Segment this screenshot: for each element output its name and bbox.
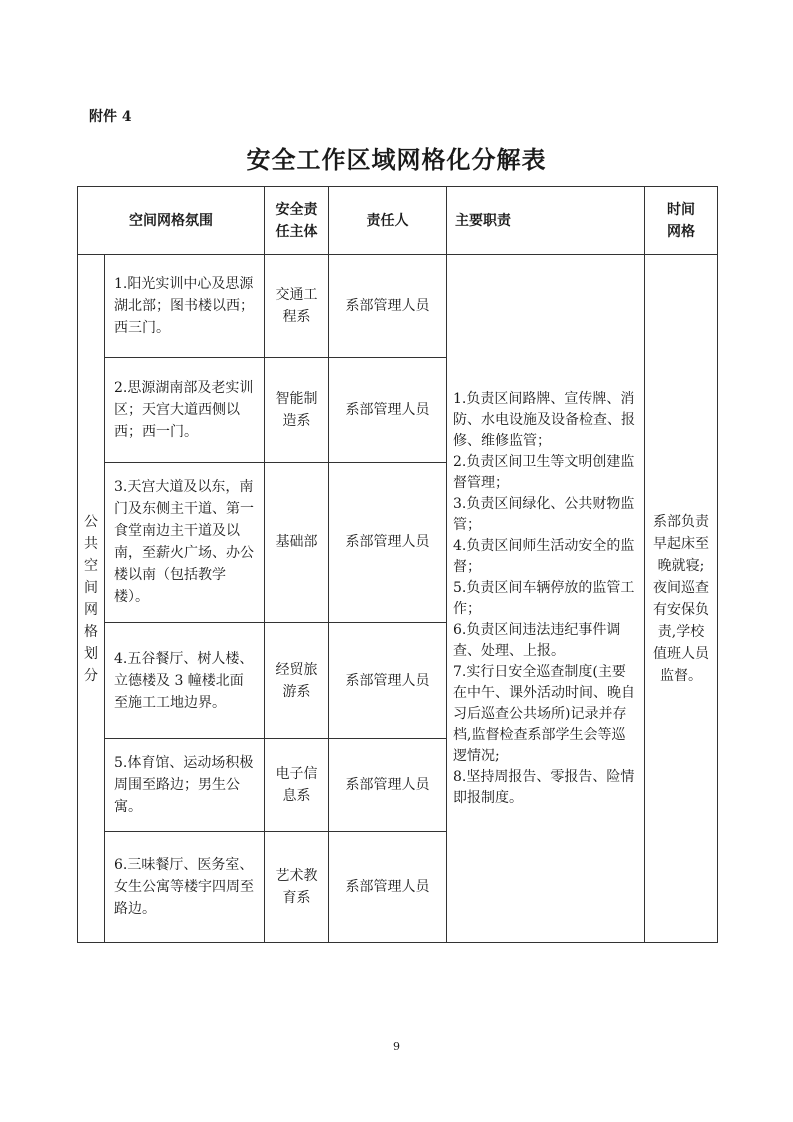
attachment-label: 附件 4 (89, 109, 132, 125)
duty-item: 8.坚持周报告、零报告、险情即报制度。 (453, 768, 635, 806)
category-char: 分 (84, 667, 98, 684)
duty-item: 6.负责区间违法违纪事件调查、处理、上报。 (453, 621, 621, 659)
category-char: 格 (84, 623, 98, 640)
subject-cell: 基础部 (265, 462, 329, 622)
subject-cell: 交通工程系 (265, 255, 329, 358)
time-grid-cell: 系部负责早起床至晚就寝;夜间巡查有安保负责,学校值班人员监督。 (645, 255, 718, 943)
category-char: 公 (84, 513, 98, 530)
subject-cell: 电子信息系 (265, 739, 329, 831)
duty-item: 2.负责区间卫生等文明创建监督管理； (453, 453, 635, 491)
header-area: 空间网格氛围 (78, 187, 265, 255)
subject-cell: 智能制造系 (265, 358, 329, 462)
duty-item: 4.负责区间师生活动安全的监督； (453, 537, 635, 575)
duties-cell (447, 255, 645, 943)
category-char: 间 (84, 579, 98, 596)
person-cell: 系部管理人员 (329, 358, 447, 462)
category-char: 共 (84, 535, 98, 552)
duty-item: 1.负责区间路牌、宣传牌、消防、水电设施及设备检查、报修、维修监管； (453, 390, 635, 449)
area-cell: 6.三味餐厅、医务室、女生公寓等楼宇四周至路边。 (105, 831, 265, 942)
area-cell: 2.思源湖南部及老实训区；天宫大道西侧以西；西一门。 (105, 358, 265, 462)
duty-item: 3.负责区间绿化、公共财物监管； (453, 495, 635, 533)
person-cell: 系部管理人员 (329, 831, 447, 942)
category-cell (78, 255, 105, 943)
category-char: 划 (84, 645, 98, 662)
header-time: 时间网格 (645, 187, 718, 255)
person-cell: 系部管理人员 (329, 739, 447, 831)
table-row (78, 255, 718, 358)
header-person: 责任人 (329, 187, 447, 255)
category-char: 网 (84, 601, 98, 618)
person-cell: 系部管理人员 (329, 255, 447, 358)
subject-cell: 经贸旅游系 (265, 623, 329, 739)
area-cell: 5.体育馆、运动场积极周围至路边；男生公寓。 (105, 739, 265, 831)
header-duties: 主要职责 (447, 187, 645, 255)
header-row (78, 187, 718, 255)
document-title: 安全工作区域网格化分解表 (246, 145, 547, 174)
duty-item: 5.负责区间车辆停放的监管工作； (453, 579, 635, 617)
category-label (78, 511, 104, 687)
area-cell: 4.五谷餐厅、树人楼、立德楼及 3 幢楼北面至施工工地边界。 (105, 623, 265, 739)
header-subject: 安全责任主体 (265, 187, 329, 255)
category-char: 空 (84, 557, 98, 574)
area-cell: 3.天宫大道及以东，南门及东侧主干道、第一食堂南边主干道及以南，至薪火广场、办公楼以南（包括教学楼）。 (105, 462, 265, 622)
person-cell: 系部管理人员 (329, 623, 447, 739)
subject-cell: 艺术教育系 (265, 831, 329, 942)
grid-table (77, 186, 718, 943)
page-number: 9 (393, 1040, 400, 1053)
person-cell: 系部管理人员 (329, 462, 447, 622)
duty-item: 7.实行日安全巡查制度(主要在中午、课外活动时间、晚自习后巡查公共场所)记录并存档,监督检查系部学生会等巡逻情况; (453, 663, 635, 764)
area-cell: 1.阳光实训中心及思源湖北部；图书楼以西；西三门。 (105, 255, 265, 358)
